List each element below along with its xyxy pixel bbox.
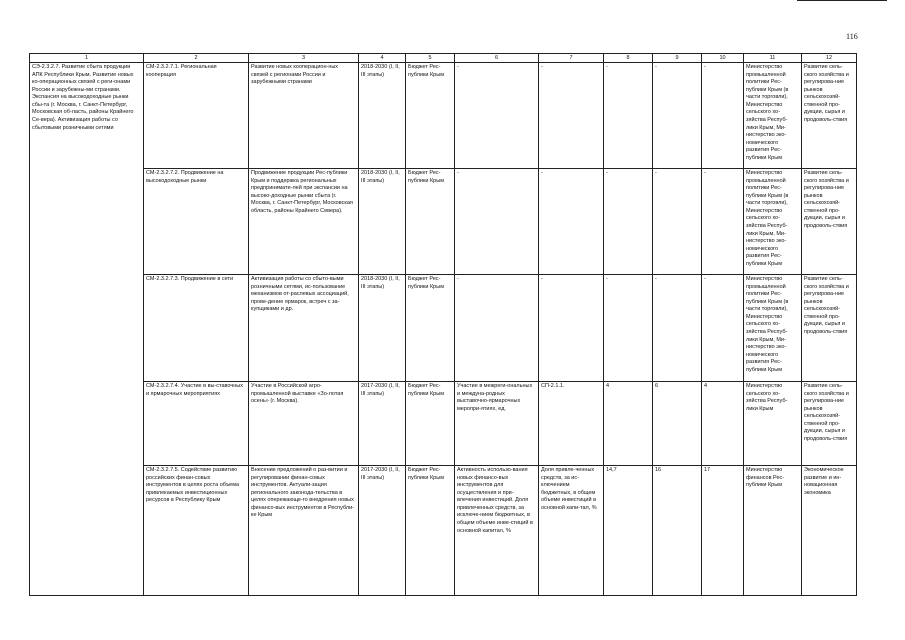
funding-source-cell: Бюджет Рес-публики Крым — [406, 466, 455, 596]
indicator-code-cell: - — [539, 63, 604, 169]
column-header: 1 — [30, 54, 144, 63]
period-cell: 2017-2030 (I, II, III этапы) — [359, 382, 406, 466]
value-cell: 16 — [653, 466, 702, 596]
table-row — [30, 275, 857, 382]
funding-source-cell: Бюджет Рес-публики Крым — [406, 382, 455, 466]
column-header: 11 — [744, 54, 802, 63]
direction-cell: Экономическое развитие и ин-новационная экономика — [802, 466, 857, 596]
column-header: 7 — [539, 54, 604, 63]
value-cell: - — [604, 275, 653, 382]
period-cell: 2018-2030 (I, II, III этапы) — [359, 169, 406, 275]
direction-cell: Развитие сель-ского хозяйства и регулирова-ние рынков сельскохозяй-ственной про-дукции, сырья и продоволь-ствия — [802, 382, 857, 466]
indicator-cell: - — [455, 63, 539, 169]
direction-cell: Развитие сель-ского хозяйства и регулирова-ние рынков сельскохозяй-ственной про-дукции, сырья и продоволь-ствия — [802, 63, 857, 169]
responsible-cell: Министерство промышленной политики Рес-публики Крым (в части торговли), Министерство сельского хо-зяйства Респуб-лики Крым, Ми-нистерство эко-номического развития Рес-публики Крым — [744, 63, 802, 169]
column-header: 10 — [702, 54, 744, 63]
measure-description-cell: Участие в Российской агро-промышленной выставке «Зо-лотая осень» (г. Москва). — [249, 382, 359, 466]
value-cell: - — [653, 275, 702, 382]
measures-table — [29, 53, 857, 596]
measure-code-cell: СМ-2.3.2.7.1. Региональная кооперация — [144, 63, 249, 169]
column-number-row — [30, 54, 857, 63]
column-header: 4 — [359, 54, 406, 63]
value-cell: - — [702, 169, 744, 275]
table-row — [30, 466, 857, 596]
responsible-cell: Министерство сельского хо-зяйства Респуб-лики Крым — [744, 382, 802, 466]
value-cell: - — [604, 63, 653, 169]
column-header: 5 — [406, 54, 455, 63]
responsible-cell: Министерство промышленной политики Рес-публики Крым (в части торговли), Министерство сельского хо-зяйства Респуб-лики Крым, Ми-нистерство эко-номического развития Рес-публики Крым — [744, 275, 802, 382]
measure-code-cell: СМ-2.3.2.7.5. Содействие развитию российских финан-совых инструментов в целях роста объема привлекаемых инвестиционных ресурсов в Республику Крым — [144, 466, 249, 596]
top-rule — [797, 0, 887, 1]
value-cell: 14,7 — [604, 466, 653, 596]
value-cell: 4 — [604, 382, 653, 466]
direction-cell: Развитие сель-ского хозяйства и регулирова-ние рынков сельскохозяй-ственной про-дукции, сырья и продоволь-ствия — [802, 169, 857, 275]
table-row — [30, 169, 857, 275]
column-header: 3 — [249, 54, 359, 63]
value-cell: - — [653, 169, 702, 275]
period-cell: 2018-2030 (I, II, III этапы) — [359, 275, 406, 382]
period-cell: 2018-2030 (I, II, III этапы) — [359, 63, 406, 169]
value-cell: - — [702, 63, 744, 169]
direction-cell: Развитие сель-ского хозяйства и регулирова-ние рынков сельскохозяй-ственной про-дукции, сырья и продоволь-ствия — [802, 275, 857, 382]
funding-source-cell: Бюджет Рес-публики Крым — [406, 275, 455, 382]
indicator-code-cell: СП-2.1.1. — [539, 382, 604, 466]
measure-description-cell: Продвижение продукции Рес-публики Крым и поддержка региональных предпринимате-лей при экспансии на высоко-доходные рынки сбыта (г. Москва, г. Санкт-Петербург, Московская область, районы Крайнего Севера). — [249, 169, 359, 275]
value-cell: - — [604, 169, 653, 275]
column-header: 8 — [604, 54, 653, 63]
measure-description-cell: Активизация работы со сбыто-выми розничными сетями, ис-пользование механизмов от-раслевых ассоциаций, прове-дение ярмарок, встреч с за-купщиками и др. — [249, 275, 359, 382]
responsible-cell: Министерство промышленной политики Рес-публики Крым (в части торговли), Министерство сельского хо-зяйства Респуб-лики Крым, Ми-нистерство эко-номического развития Рес-публики Крым — [744, 169, 802, 275]
indicator-cell: - — [455, 275, 539, 382]
measure-code-cell: СМ-2.3.2.7.2. Продвижение на высокодоходные рынки — [144, 169, 249, 275]
column-header: 9 — [653, 54, 702, 63]
period-cell: 2017-2030 (I, II, III этапы) — [359, 466, 406, 596]
value-cell: - — [653, 63, 702, 169]
value-cell: 17 — [702, 466, 744, 596]
column-header: 12 — [802, 54, 857, 63]
measure-code-cell: СМ-2.3.2.7.4. Участие в вы-ставочных и ярмарочных мероприятиях — [144, 382, 249, 466]
section-cell: СЭ-2.3.2.7. Развитие сбыта продукции АПК Республики Крым. Развитие новых ко-операционных связей с реги-онами России и зарубежны-ми странами. Экспансия на высокодоходные рынки сбы-та (г. Москва, г. Санкт-Петербург, Московская об-ласть, районы Крайнего Се-вера). Активизация работы со сбытовыми розничными сетями — [30, 63, 144, 596]
indicator-cell: Активность использо-вания новых финансо-вых инструментов для осуществления и при-влечения инвестиций. Доля привлеченных средств, за исключе-нием бюджетных, в общем объеме инве-стиций в основной капитал, % — [455, 466, 539, 596]
indicator-code-cell: - — [539, 275, 604, 382]
indicator-cell: - — [455, 169, 539, 275]
column-header: 6 — [455, 54, 539, 63]
funding-source-cell: Бюджет Рес-публики Крым — [406, 169, 455, 275]
measure-description-cell: Внесение предложений о раз-витии и регулировании финан-совых инструментов. Актуали-зация регионального законода-тельства в целях опережающе-го внедрения новых финансо-вых инструментов в Республи-ке Крым — [249, 466, 359, 596]
funding-source-cell: Бюджет Рес-публики Крым — [406, 63, 455, 169]
value-cell: 6 — [653, 382, 702, 466]
indicator-cell: Участие в межреги-ональных и междуна-родных выставочно-ярмарочных меропри-ятиях, ед. — [455, 382, 539, 466]
measure-description-cell: Развитие новых кооперацион-ных связей с регионами России и зарубежными странами — [249, 63, 359, 169]
table-row — [30, 63, 857, 169]
indicator-code-cell: Доля привле-ченных средств, за ис-ключением бюджетных, в общем объеме инвестиций в основной капи-тал, % — [539, 466, 604, 596]
value-cell: - — [702, 275, 744, 382]
table-row — [30, 382, 857, 466]
page-number: 116 — [846, 32, 858, 41]
column-header: 2 — [144, 54, 249, 63]
indicator-code-cell: - — [539, 169, 604, 275]
value-cell: 4 — [702, 382, 744, 466]
responsible-cell: Министерство финансов Рес-публики Крым — [744, 466, 802, 596]
measure-code-cell: СМ-2.3.2.7.3. Продвижение в сети — [144, 275, 249, 382]
